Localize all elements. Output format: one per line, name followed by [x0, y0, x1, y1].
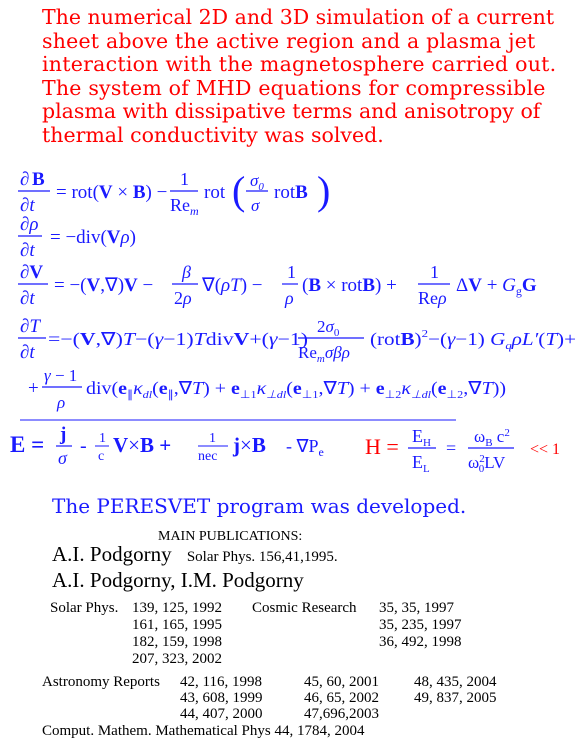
svg-text:j: j: [60, 424, 67, 445]
svg-text:γ − 1: γ − 1: [44, 366, 78, 385]
intro-line: The system of MHD equations for compressible: [42, 75, 546, 100]
svg-text:1: 1: [99, 431, 106, 446]
svg-text:EL: $E_L$: [412, 452, 430, 475]
svg-text:ω20LV: $\omega^2$ 0LV: [468, 453, 506, 475]
svg-text:nec: nec: [198, 449, 218, 464]
svg-text:=−(V,∇)T−(γ−1)TdivV+(γ−1): =−( V ,∇) T −( γ−1) T div V +( γ−1): [48, 329, 303, 349]
svg-text:1: 1: [209, 431, 216, 446]
reference-entry: 42, 116, 1998: [180, 674, 262, 690]
svg-text:(B × rotB) +: (B × rotB) +: [302, 275, 397, 296]
svg-text:<< 1: << 1: [530, 441, 561, 458]
author-reference: Solar Phys. 156,41,1995.: [186, 549, 338, 565]
reference-entry: 45, 60, 2001: [304, 674, 379, 690]
reference-entry: 139, 125, 1992: [132, 600, 222, 616]
svg-text:β: β: [182, 262, 191, 282]
svg-text:div(e∥κdl(e∥,∇T) + e⊥1κ⊥dl(e⊥1: div( $e_\parallel\kappa_{dl}(e_\parallel,\nabla T) + e_{\perp 1}\kappa_{\perp dl}$ $(e_{\perp 1},\nabla T) + e_{\perp 2}\kappa_{\perp dl}$ $(e_{\perp 2},\nabla T)$): [86, 378, 505, 401]
svg-text:∂V: ∂V: [20, 262, 44, 283]
reference-entry: 49, 837, 2005: [414, 690, 497, 706]
svg-text:σ: σ: [251, 196, 260, 215]
svg-text:): ): [317, 168, 331, 213]
reference-entry: 35, 235, 1997: [379, 617, 462, 633]
journal-label: Cosmic Research: [252, 600, 357, 616]
reference-entry: 207, 323, 2002: [132, 651, 222, 667]
publications-title: MAIN PUBLICATIONS:: [158, 529, 303, 544]
reference-entry: 35, 35, 1997: [379, 600, 454, 616]
reference-entry: 47,696,2003: [304, 706, 379, 722]
svg-text:c: c: [98, 449, 105, 464]
svg-text:= rot(V × B) −: = rot(V × B) −: [56, 182, 168, 203]
intro-line: interaction with the magnetosphere carried out.: [42, 52, 557, 76]
reference-entry: 43, 608, 1999: [180, 690, 263, 706]
intro-line: sheet above the active region and a plasma jet: [42, 28, 536, 53]
svg-text:2ρ: 2ρ: [174, 288, 192, 308]
svg-text:ρ: ρ: [285, 288, 294, 308]
svg-text:= −div(Vρ): = −div(Vρ): [50, 227, 136, 248]
svg-text:j×B: j×B: [233, 433, 266, 457]
svg-text:E =: E =: [10, 432, 45, 457]
svg-text:∂t: ∂t: [20, 195, 35, 216]
svg-text:∂ρ: ∂ρ: [20, 214, 39, 235]
svg-text:2σ0: $2\sigma_0$: [317, 317, 340, 339]
svg-text:V×B +: V×B +: [113, 433, 172, 457]
svg-text:σ: σ: [58, 448, 67, 468]
program-statement: The PERESVET program was developed.: [52, 494, 467, 518]
svg-text:(: (: [232, 168, 246, 213]
reference-entry: 48, 435, 2004: [414, 674, 497, 690]
svg-text:∂t: ∂t: [20, 240, 35, 261]
svg-text:EH: $E_H$: [412, 426, 431, 449]
svg-text:Reρ: Reρ: [418, 288, 447, 308]
intro-line: The numerical 2D and 3D simulation of a current: [42, 5, 555, 29]
svg-text:=: =: [446, 438, 457, 458]
reference-entry: 161, 165, 1995: [132, 617, 222, 633]
reference-entry: 44, 407, 2000: [180, 706, 263, 722]
svg-text:1: 1: [430, 262, 439, 282]
svg-text:∂t: ∂t: [20, 288, 35, 309]
svg-text:rotB: rotB: [274, 182, 308, 203]
svg-text:Remσβρ: $Re_m\sigma\beta\rho$: [298, 343, 350, 365]
reference-entry: 36, 492, 1998: [379, 634, 462, 650]
svg-text:ΔV + GgG: $\Delta V + G_gG$: [456, 275, 537, 298]
svg-text:∇(ρT) −: ∇(ρT) −: [202, 275, 263, 296]
svg-text:B: B: [32, 169, 45, 190]
reference-entry: 182, 159, 1998: [132, 634, 222, 650]
svg-text:σ0: $\sigma_0$: [250, 171, 264, 193]
svg-text:ρ: ρ: [57, 393, 66, 412]
author-name: A.I. Podgorny: [52, 542, 172, 566]
intro-line: plasma with dissipative terms and anisotropy of: [42, 99, 541, 123]
journal-label: Solar Phys.: [50, 600, 119, 616]
author-names: A.I. Podgorny, I.M. Podgorny: [52, 568, 304, 592]
svg-text:+: +: [28, 378, 39, 399]
author-line: [52, 542, 338, 567]
svg-text:H =: H =: [365, 434, 399, 459]
svg-text:1: 1: [180, 169, 189, 189]
svg-text:Rem: $Re_m$: [170, 195, 199, 218]
reference-entry: 46, 65, 2002: [304, 690, 379, 706]
svg-text:1: 1: [287, 262, 296, 282]
svg-text:ωB c2: $\omega_B$ $c^2$: [474, 427, 510, 449]
svg-text:= −(V,∇)V −: = −(V,∇)V −: [54, 275, 154, 296]
svg-text:- ∇Pe: - $\nabla P_e$: [286, 436, 324, 459]
reference-line: Comput. Mathem. Mathematical Phys 44, 1784, 2004: [42, 723, 365, 739]
svg-text:∂: ∂: [20, 169, 30, 190]
journal-label: Astronomy Reports: [42, 674, 160, 690]
svg-text:∂T: ∂T: [20, 316, 40, 337]
intro-line: thermal conductivity was solved.: [42, 122, 384, 147]
svg-text:rot: rot: [204, 182, 226, 203]
svg-text:-: -: [80, 435, 87, 457]
svg-text:(rotB)2−(γ−1) GqρL′(T)+: (rot B )$^2$−( γ−1) G $_q$ρL′ (T)+: [370, 328, 574, 352]
svg-text:∂t: ∂t: [20, 342, 35, 363]
